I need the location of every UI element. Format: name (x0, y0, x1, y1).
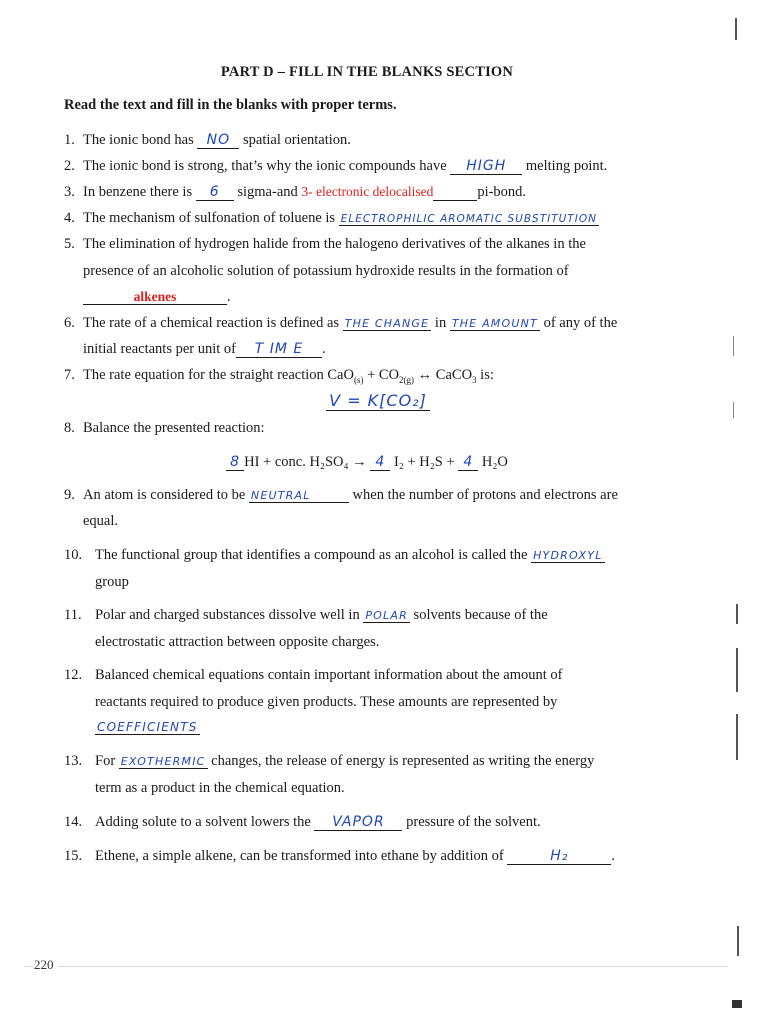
q2-line (83, 158, 607, 175)
q1-text-end: spatial orientation. (239, 132, 351, 148)
scan-mark (735, 18, 737, 40)
q4-line (83, 210, 599, 227)
q9-text-end: when the number of protons and electrons are (348, 487, 618, 503)
q7-text-mid2: ↔ CaCO (414, 367, 473, 383)
q3-answer-sigma: 6 (196, 185, 234, 201)
q9-line (83, 487, 618, 504)
q10-text: The functional group that identifies a compound as an alcohol is called the (95, 547, 532, 563)
q13-line2: term as a product in the chemical equation. (95, 780, 345, 796)
q13-number: 13. (64, 753, 83, 769)
scan-mark (733, 336, 734, 356)
q14-text-end: pressure of the solvent. (402, 814, 541, 830)
q10-line2: group (95, 574, 129, 590)
section-title: PART D – FILL IN THE BLANKS SECTION (220, 64, 514, 80)
q3-blank (433, 185, 477, 201)
q10-line (95, 547, 605, 564)
q15-number: 15. (64, 848, 83, 864)
q10-number: 10. (64, 547, 83, 563)
q15-line (95, 848, 615, 865)
q1-number: 1. (64, 132, 75, 148)
q7-number: 7. (64, 367, 75, 383)
q7-answer-wrap (326, 393, 430, 411)
q4-answer: ELECTROPHILIC AROMATIC SUBSTITUTION (340, 213, 597, 225)
q8-eq-part3: H₂O (478, 454, 508, 470)
q3-text-end: pi-bond. (477, 184, 527, 200)
q14-number: 14. (64, 814, 83, 830)
page-number: 220 (34, 957, 58, 973)
q6-line2 (83, 341, 326, 358)
q8-coef-hi: 8 (226, 455, 244, 471)
q7-sub-s: (s) (353, 374, 364, 385)
scan-mark (736, 604, 738, 624)
q7-text: The rate equation for the straight reaction CaO (83, 367, 354, 383)
q13-text-end: changes, the release of energy is represented as writing the energy (207, 753, 595, 769)
q6-text: The rate of a chemical reaction is defined as (83, 315, 343, 331)
q9-text: An atom is considered to be (83, 487, 249, 503)
q3-answer-pi: 3- electronic delocalised (301, 184, 434, 199)
q11-answer: POLAR (365, 609, 408, 622)
q10-answer: HYDROXYL (533, 549, 603, 562)
q7-sub-2g: 2(g) (399, 374, 415, 385)
q13-line (95, 753, 594, 770)
q2-answer: HIGH (450, 159, 522, 175)
q6-line2-end: . (322, 341, 326, 357)
q3-text: In benzene there is (83, 184, 196, 200)
scan-mark (736, 714, 738, 760)
q1-line (83, 132, 351, 149)
q11-text-end: solvents because of the (409, 607, 548, 623)
q5-text-end: . (227, 289, 231, 305)
q8-text: Balance the presented reaction: (83, 420, 265, 436)
q13-text: For (95, 753, 119, 769)
scan-mark (737, 926, 739, 956)
scan-mark (732, 1000, 742, 1008)
q7-sub-3: 3 (472, 374, 477, 385)
q6-text-end: of any of the (539, 315, 618, 331)
q7-text-mid1: + CO (363, 367, 400, 383)
q15-answer: H₂ (507, 849, 611, 865)
q13-answer: EXOTHERMIC (120, 755, 206, 768)
q6-line2-text: initial reactants per unit of (83, 341, 237, 357)
q12-number: 12. (64, 667, 83, 683)
q15-text-end: . (611, 848, 615, 864)
q2-text-end: melting point. (522, 158, 608, 174)
scan-mark (733, 402, 734, 418)
q14-answer: VAPOR (314, 815, 402, 831)
q12-answer: COEFFICIENTS (97, 720, 198, 734)
q14-text: Adding solute to a solvent lowers the (95, 814, 315, 830)
q7-text-end: is: (476, 367, 494, 383)
q5-line2: presence of an alcoholic solution of potassium hydroxide results in the formation of (83, 263, 569, 279)
q9-line2: equal. (83, 513, 119, 529)
q8-number: 8. (64, 420, 75, 436)
q6-number: 6. (64, 315, 75, 331)
scan-mark (736, 648, 738, 692)
q5-line1: The elimination of hydrogen halide from the halogeno derivatives of the alkanes in the (83, 236, 586, 252)
footer-rule (24, 966, 728, 967)
q2-text: The ionic bond is strong, that’s why the ionic compounds have (83, 158, 451, 174)
instructions: Read the text and fill in the blanks with proper terms. (64, 97, 397, 113)
q11-line (95, 607, 548, 624)
q3-line (83, 184, 526, 201)
q6-line1 (83, 315, 617, 332)
q8-eq-part2: I₂ + H₂S + (390, 454, 459, 470)
q9-answer: NEUTRAL (249, 490, 349, 503)
q11-line2: electrostatic attraction between opposite charges. (95, 634, 380, 650)
q7-line (83, 367, 494, 385)
q4-number: 4. (64, 210, 75, 226)
q6-text-mid: in (431, 315, 450, 331)
q8-equation (0, 454, 734, 471)
q12-line1: Balanced chemical equations contain important information about the amount of (95, 667, 563, 683)
q7-answer: V = K[CO₂] (326, 393, 430, 411)
q2-number: 2. (64, 158, 75, 174)
q5-line3 (83, 289, 231, 306)
q9-number: 9. (64, 487, 75, 503)
q1-text: The ionic bond has (83, 132, 198, 148)
q12-line2: reactants required to produce given products. These amounts are represented by (95, 694, 558, 710)
q5-number: 5. (64, 236, 75, 252)
q3-text-mid: sigma-and (233, 184, 302, 200)
q11-text: Polar and charged substances dissolve well in (95, 607, 364, 623)
q11-number: 11. (64, 607, 82, 623)
q8-eq-part1: HI + conc. H₂SO₄ → (244, 454, 371, 470)
q3-number: 3. (64, 184, 75, 200)
q4-text: The mechanism of sulfonation of toluene is (83, 210, 339, 226)
q8-coef-i2: 4 (370, 455, 390, 471)
q6-answer-time: T IM E (236, 342, 322, 358)
q15-text: Ethene, a simple alkene, can be transformed into ethane by addition of (95, 848, 508, 864)
q8-coef-h2o: 4 (458, 455, 478, 471)
q12-line3 (95, 719, 200, 736)
q6-answer-change: THE CHANGE (344, 317, 430, 330)
q14-line (95, 814, 541, 831)
q1-answer: NO (197, 133, 239, 149)
q5-answer: alkenes (83, 290, 227, 305)
q6-answer-amount: THE AMOUNT (451, 317, 538, 330)
